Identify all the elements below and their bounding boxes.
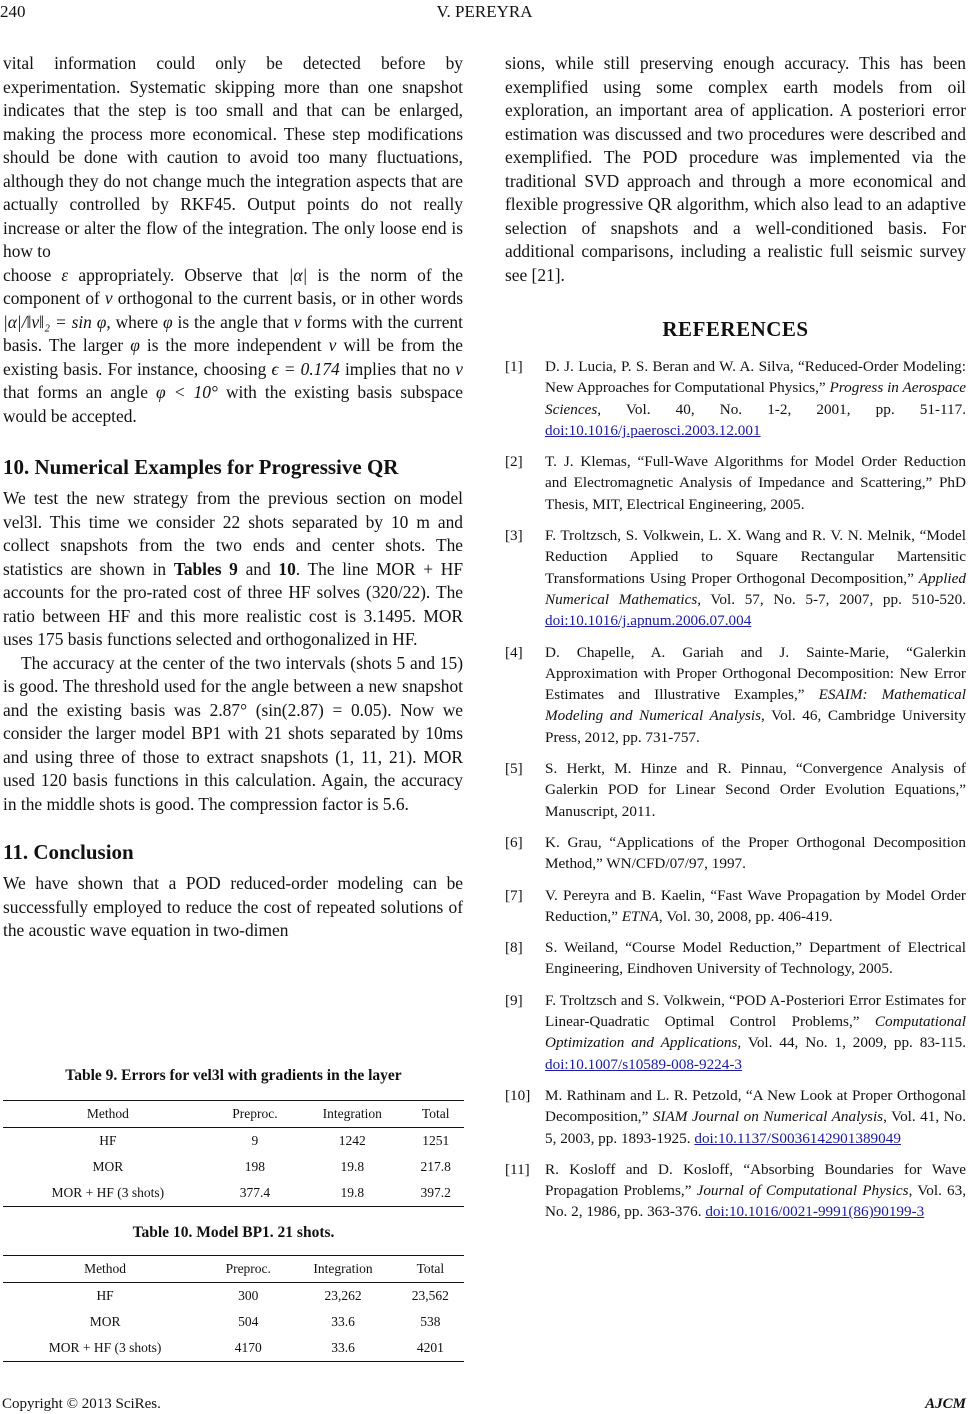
table-cell: 19.8 xyxy=(340,1159,365,1174)
data-table xyxy=(3,1100,464,1207)
reference-details: , Vol. 46, Cambridge University Press, 2012, pp. 731-757. xyxy=(545,707,966,746)
column-header: Total xyxy=(416,1261,445,1276)
table-row xyxy=(3,1309,464,1335)
reference-item xyxy=(505,885,966,928)
table-cell: 19.8 xyxy=(340,1185,365,1200)
math-phi-less-than: φ < 10° xyxy=(156,382,218,402)
table-header-row xyxy=(3,1101,464,1128)
running-author: V. PEREYRA xyxy=(436,2,533,21)
math-epsilon-value: ϵ = 0.174 xyxy=(271,358,340,379)
table-cell: 33.6 xyxy=(331,1314,355,1329)
table-cell: 23,562 xyxy=(411,1288,449,1303)
reference-number: [2] xyxy=(505,453,523,471)
table-cell: 4170 xyxy=(234,1340,262,1355)
text: is the angle that xyxy=(177,311,289,332)
doi-link[interactable]: doi:10.1007/s10589-008-9224-3 xyxy=(545,1055,743,1073)
reference-number: [5] xyxy=(505,760,523,778)
reference-details: , Vol. 30, 2008, pp. 406-419. xyxy=(658,907,833,925)
reference-item xyxy=(505,1159,966,1223)
text: implies that no xyxy=(344,358,451,379)
reference-details: , Vol. 41, No. 5, 2003, pp. 1893-1925. xyxy=(545,1108,967,1147)
reference-number: [10] xyxy=(505,1086,531,1104)
reference-item xyxy=(505,832,966,875)
reference-number: [11] xyxy=(505,1160,530,1178)
reference-text: D. Chapelle, A. Gariah and J. Sainte-Marie, “Galerkin Approximation with Proper Orthogonal Decomposition: New Error Estimates and Illustrative Examples,” xyxy=(545,643,966,704)
text: We test the new strategy from the previous section on model vel3l. This time we consider 22 shots separated by 10 m and collect snapshots from the two ends and center shots. The statistics are shown in xyxy=(3,488,463,579)
doi-link[interactable]: doi:10.1016/j.paerosci.2003.12.001 xyxy=(545,421,761,439)
journal-abbreviation: AJCM xyxy=(925,1396,966,1412)
table-row xyxy=(3,1283,464,1310)
reference-details: , Vol. 40, No. 1-2, 2001, pp. 51-117. xyxy=(597,400,966,418)
text: is the more independent xyxy=(146,335,322,355)
math-v: v xyxy=(328,335,337,355)
math-phi: φ xyxy=(163,311,173,332)
text: orthogonal to the current basis, or in other words xyxy=(117,288,463,308)
table-caption: Table 9. Errors for vel3l with gradients in the layer xyxy=(65,1067,402,1084)
math-angle-threshold: 2.87° xyxy=(209,699,248,720)
reference-item xyxy=(505,1085,966,1149)
column-header: Preproc. xyxy=(232,1106,278,1121)
reference-text: V. Pereyra and B. Kaelin, “Fast Wave Propagation by Model Order Reduction,” xyxy=(545,886,966,925)
paragraph-accuracy xyxy=(3,652,463,817)
reference-journal: Computational Optimization and Applications xyxy=(545,1013,966,1052)
paragraph-conclusion: We have shown that a POD reduced-order modeling can be successfully employed to reduce the cost of repeated solutions of the acoustic wave equation in two-dimen xyxy=(3,873,463,940)
column-header: Method xyxy=(84,1261,127,1276)
table-header-row xyxy=(3,1256,464,1283)
math-phi: φ xyxy=(130,335,140,355)
reference-number: [3] xyxy=(505,527,523,545)
reference-details: , Vol. 57, No. 5-7, 2007, pp. 510-520. xyxy=(697,590,966,608)
table-cell: MOR xyxy=(89,1314,121,1329)
reference-journal: Journal of Computational Physics xyxy=(696,1182,909,1200)
paragraph-step-control: vital information could only be detected before by experimentation. Systematic skipping more than one snapshot indicates that the step is too small and that can be enlarged, making the process more economical. These step modifications should be done with caution to avoid too many fluctuations, although they do not change much the integration aspects that are actually controlled by RKF45. Output points do not really increase or alter the flow of the integration. The only loose end is how to xyxy=(3,53,463,261)
text: will be from the existing basis. For instance, choosing xyxy=(3,335,463,379)
copyright-notice: Copyright © 2013 SciRes. xyxy=(2,1396,161,1412)
table-cell: 504 xyxy=(238,1314,259,1329)
table-cell: 1242 xyxy=(338,1133,366,1148)
reference-number: [9] xyxy=(505,991,523,1009)
reference-text: M. Rathinam and L. R. Petzold, “A New Look at Proper Orthogonal Decomposition,” xyxy=(545,1086,966,1126)
doi-link[interactable]: doi:10.1137/S0036142901389049 xyxy=(694,1129,901,1147)
paragraph-epsilon-choice xyxy=(3,264,463,429)
table-row xyxy=(3,1128,464,1155)
table-cell: MOR + HF (3 shots) xyxy=(48,1340,162,1355)
reference-item xyxy=(505,642,966,748)
running-header xyxy=(0,2,969,24)
reference-list xyxy=(505,356,966,1223)
table-cell: MOR xyxy=(92,1159,124,1174)
reference-details: , Vol. 44, No. 1, 2009, pp. 83-115. xyxy=(737,1034,966,1052)
doi-link[interactable]: doi:10.1016/0021-9991(86)90199-3 xyxy=(705,1203,925,1221)
reference-item xyxy=(505,758,966,822)
column-header: Total xyxy=(421,1106,450,1121)
page-number: 240 xyxy=(0,2,26,21)
math-v: v xyxy=(455,358,463,379)
reference-details: , Vol. 63, No. 2, 1986, pp. 363-376. xyxy=(545,1182,966,1221)
paragraph-conclusion-continued: sions, while still preserving enough accuracy. This has been exemplified using some complex earth models from oil exploration, an important area of application. A posteriori error estimation was discussed and two procedures were described and exemplified. The POD procedure was implemented via the traditional SVD approach and through a more economical and flexible progressive QR algorithm, which also lead to an adaptive selection of snapshots and a well-conditioned basis. For additional comparisons, including a realistic full seismic survey see [21]. xyxy=(505,53,966,285)
reference-text: D. J. Lucia, P. S. Beran and W. A. Silva, “Reduced-Order Modeling: New Approaches for Computational Physics,” xyxy=(545,358,966,397)
table-9 xyxy=(3,1066,464,1207)
reference-number: [7] xyxy=(505,886,523,904)
table-reference: Tables 9 xyxy=(173,558,238,579)
reference-text: K. Grau, “Applications of the Proper Orthogonal Decomposition Method,” WN/CFD/07/97, 1997. xyxy=(545,833,966,873)
reference-number: [8] xyxy=(505,939,523,957)
table-cell: 377.4 xyxy=(239,1185,271,1200)
table-cell: HF xyxy=(96,1288,114,1303)
references-heading: REFERENCES xyxy=(662,317,809,341)
data-table xyxy=(3,1255,464,1362)
text: Now we consider the larger model BP1 with 21 shots separated by 10ms and using three of those to extract snapshots (1, 11, 21). MOR used 120 basis functions in this calculation. Again, the accuracy in the middle shots is good. The compression factor is 5.6. xyxy=(3,699,463,814)
reference-text: F. Troltzsch, S. Volkwein, L. X. Wang and R. V. N. Melnik, “Model Reduction Applied to Square Rectangular Martensitic Transformations Using Proper Orthogonal Decomposition,” xyxy=(545,527,966,587)
text: . The line MOR + HF accounts for the pro-rated cost of three HF solves (320/22). The ratio between HF and this more realistic cost is 3.1495. MOR uses 175 basis functions selected and orthogonalized in HF. xyxy=(3,558,463,649)
reference-item xyxy=(505,451,966,515)
column-header: Integration xyxy=(313,1261,373,1276)
reference-item xyxy=(505,937,966,980)
table-caption: Table 10. Model BP1. 21 shots. xyxy=(132,1224,335,1241)
math-v: v xyxy=(104,288,113,308)
table-row xyxy=(3,1180,464,1207)
text: that forms an angle xyxy=(3,382,148,402)
table-row xyxy=(3,1154,464,1180)
text: where xyxy=(115,311,159,332)
reference-journal: Progress in Aerospace Sciences xyxy=(545,379,966,418)
doi-link[interactable]: doi:10.1016/j.apnum.2006.07.004 xyxy=(545,612,752,630)
reference-number: [6] xyxy=(505,833,523,851)
table-cell: 33.6 xyxy=(331,1340,355,1355)
column-header: Integration xyxy=(322,1106,382,1121)
reference-text: F. Troltzsch and S. Volkwein, “POD A-Posteriori Error Estimates for Linear-Quadratic Optimal Control Problems,” xyxy=(545,991,966,1031)
math-epsilon: ε xyxy=(61,264,69,285)
text: The accuracy at the center of the two intervals (shots 5 and 15) is good. The threshold used for the angle between a new snapshot and the existing basis was xyxy=(3,652,463,720)
column-header: Method xyxy=(86,1106,129,1121)
reference-number: [4] xyxy=(505,643,523,661)
paragraph-vel3l-test xyxy=(3,487,463,652)
math-v: v xyxy=(293,311,302,332)
table-cell: 217.8 xyxy=(420,1159,451,1174)
table-cell: 300 xyxy=(238,1288,259,1303)
table-cell: 4201 xyxy=(416,1340,444,1355)
table-reference: 10 xyxy=(278,558,296,579)
text: forms with the current basis. The larger xyxy=(3,311,463,355)
table-cell: 397.2 xyxy=(420,1185,451,1200)
reference-text: S. Weiland, “Course Model Reduction,” Department of Electrical Engineering, Eindhoven University of Technology, 2005. xyxy=(545,939,966,978)
column-header: Preproc. xyxy=(225,1261,271,1276)
reference-item xyxy=(505,356,966,441)
section-heading-numerical-examples: 10. Numerical Examples for Progressive QR xyxy=(3,455,399,479)
text: is the norm of the component of xyxy=(3,264,463,308)
left-column xyxy=(3,52,463,943)
reference-number: [1] xyxy=(505,358,523,375)
reference-item xyxy=(505,525,966,631)
section-heading-conclusion: 11. Conclusion xyxy=(3,840,134,864)
reference-journal: ESAIM: Mathematical Modeling and Numerical Analysis xyxy=(545,686,966,725)
table-cell: HF xyxy=(99,1133,117,1148)
reference-journal: ETNA xyxy=(621,907,659,925)
right-column xyxy=(505,52,966,1233)
table-cell: 198 xyxy=(244,1159,266,1174)
table-cell: 1251 xyxy=(422,1133,450,1148)
table-cell: 23,262 xyxy=(324,1288,362,1303)
math-sin-expression: (sin(2.87) = 0.05). xyxy=(255,699,392,720)
reference-text: S. Herkt, M. Hinze and R. Pinnau, “Convergence Analysis of Galerkin POD for Linear Second Order Evolution Equations,” Manuscript, 2011. xyxy=(545,760,966,820)
table-cell: MOR + HF (3 shots) xyxy=(51,1185,165,1200)
table-10 xyxy=(3,1223,464,1362)
text: appropriately. Observe that xyxy=(78,264,279,285)
math-ratio-sin-phi: |α|/‖v‖₂ = sin φ, xyxy=(3,311,111,332)
text: choose xyxy=(3,264,52,285)
reference-journal: SIAM Journal on Numerical Analysis xyxy=(652,1108,884,1126)
table-row xyxy=(3,1335,464,1362)
reference-journal: Applied Numerical Mathematics xyxy=(545,569,966,608)
reference-text: R. Kosloff and D. Kosloff, “Absorbing Boundaries for Wave Propagation Problems,” xyxy=(545,1160,966,1200)
text: with the existing basis subspace would be accepted. xyxy=(3,382,463,426)
text: and xyxy=(245,558,271,579)
reference-text: T. J. Klemas, “Full-Wave Algorithms for Model Order Reduction and Electromagnetic Analysis of Impedance and Scattering,” PhD Thesis, MIT, Electrical Engineering, 2005. xyxy=(545,453,966,513)
table-cell: 9 xyxy=(251,1133,259,1148)
math-alpha-norm: |α| xyxy=(288,264,308,285)
table-cell: 538 xyxy=(420,1314,441,1329)
reference-item xyxy=(505,990,966,1075)
